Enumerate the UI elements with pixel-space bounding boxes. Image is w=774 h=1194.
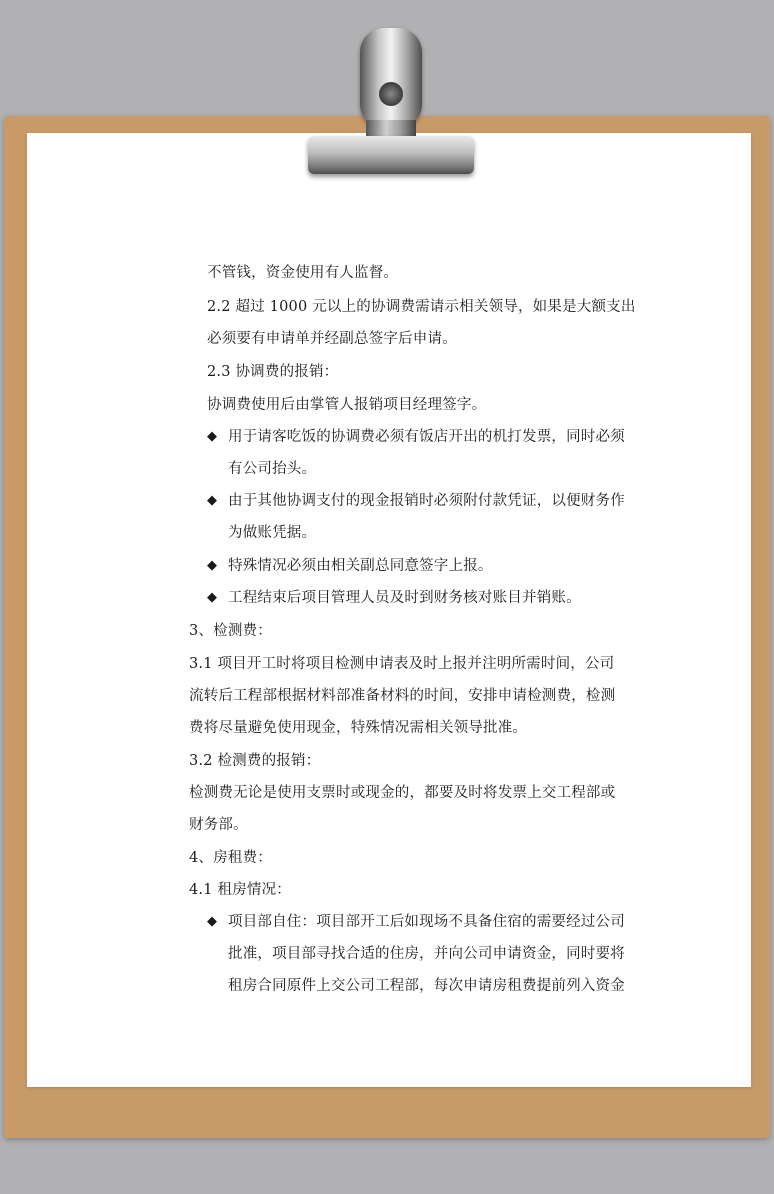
bullet-icon: ◆ <box>207 558 217 573</box>
binder-clip-icon <box>308 28 474 176</box>
text-line: 财务部。 <box>189 817 248 833</box>
section-heading: 2.3 协调费的报销： <box>207 364 339 380</box>
bullet-icon: ◆ <box>207 914 217 929</box>
bullet-text: 工程结束后项目管理人员及时到财务核对账目并销账。 <box>228 590 581 606</box>
bullet-text-continued: 批准，项目部寻找合适的住房，并向公司申请资金，同时要将 <box>228 946 625 962</box>
bullet-text: 用于请客吃饭的协调费必须有饭店开出的机打发票，同时必须 <box>228 429 625 445</box>
bullet-text-continued: 租房合同原件上交公司工程部，每次申请房租费提前列入资金 <box>228 978 625 994</box>
bullet-text-continued: 为做账凭据。 <box>228 525 317 541</box>
bullet-text-continued: 有公司抬头。 <box>228 461 317 477</box>
bullet-text: 由于其他协调支付的现金报销时必须附付款凭证，以便财务作 <box>228 493 625 509</box>
section-heading: 3、检测费： <box>189 623 272 639</box>
text-line: 3.1 项目开工时将项目检测申请表及时上报并注明所需时间，公司 <box>189 656 615 672</box>
text-line: 不管钱，资金使用有人监督。 <box>207 265 399 281</box>
bullet-text: 特殊情况必须由相关副总同意签字上报。 <box>228 558 493 574</box>
text-line: 协调费使用后由掌管人报销项目经理签字。 <box>207 397 487 413</box>
bullet-icon: ◆ <box>207 590 217 605</box>
section-heading: 4、房租费： <box>189 850 272 866</box>
text-line: 检测费无论是使用支票时或现金的，都要及时将发票上交工程部或 <box>189 785 616 801</box>
section-heading: 3.2 检测费的报销： <box>189 753 321 769</box>
text-line: 2.2 超过 1000 元以上的协调费需请示相关领导，如果是大额支出 <box>207 299 636 315</box>
bullet-text: 项目部自住：项目部开工后如现场不具备住宿的需要经过公司 <box>228 914 625 930</box>
bullet-icon: ◆ <box>207 493 217 508</box>
text-line: 必须要有申请单并经副总签字后申请。 <box>207 331 457 347</box>
bullet-icon: ◆ <box>207 429 217 444</box>
section-heading: 4.1 租房情况： <box>189 882 291 898</box>
text-line: 费将尽量避免使用现金，特殊情况需相关领导批准。 <box>189 720 528 736</box>
text-line: 流转后工程部根据材料部准备材料的时间，安排申请检测费，检测 <box>189 688 616 704</box>
